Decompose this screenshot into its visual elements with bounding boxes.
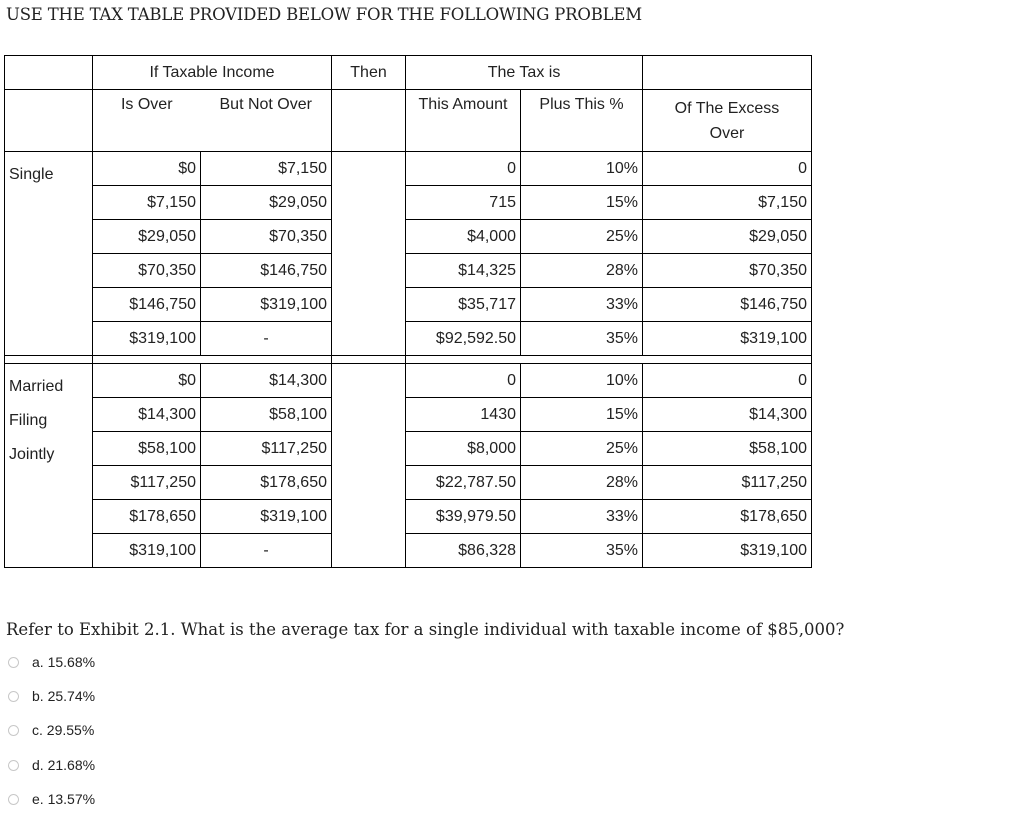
amount-cell: 1430 — [406, 398, 521, 432]
header-this-amount: This Amount — [406, 90, 521, 152]
gap-cell — [201, 356, 332, 364]
not-over-cell: $117,250 — [201, 432, 332, 466]
pct-cell: 35% — [521, 534, 643, 568]
is-over-cell: $319,100 — [93, 534, 201, 568]
table-row — [5, 288, 812, 322]
excess-cell: $319,100 — [643, 322, 812, 356]
filing-status-married — [5, 364, 93, 568]
is-over-cell: $0 — [93, 364, 201, 398]
option-label: c. 29.55% — [32, 722, 95, 738]
is-over-cell: $29,050 — [93, 220, 201, 254]
answer-option-b[interactable] — [8, 686, 95, 706]
not-over-cell: $7,150 — [201, 152, 332, 186]
option-label: a. 15.68% — [32, 654, 96, 670]
is-over-cell: $319,100 — [93, 322, 201, 356]
table-header-row — [5, 56, 812, 90]
table-row — [5, 152, 812, 186]
pct-cell: 25% — [521, 220, 643, 254]
excess-cell: $70,350 — [643, 254, 812, 288]
answer-option-c[interactable] — [8, 720, 94, 740]
header-plus-this-pct: Plus This % — [521, 90, 643, 152]
question-text: Refer to Exhibit 2.1. What is the average tax for a single individual with taxable income of $85,000? — [6, 620, 845, 639]
excess-cell: 0 — [643, 152, 812, 186]
excess-cell: $117,250 — [643, 466, 812, 500]
gap-cell — [406, 356, 521, 364]
subheader-blank-cell — [332, 90, 406, 152]
radio-icon[interactable] — [8, 760, 19, 771]
problem-heading: USE THE TAX TABLE PROVIDED BELOW FOR THE FOLLOWING PROBLEM — [6, 5, 642, 24]
amount-cell: $39,979.50 — [406, 500, 521, 534]
pct-cell: 25% — [521, 432, 643, 466]
table-row — [5, 466, 812, 500]
not-over-cell: $58,100 — [201, 398, 332, 432]
answer-option-d[interactable] — [8, 755, 95, 775]
is-over-cell: $0 — [93, 152, 201, 186]
table-row — [5, 534, 812, 568]
married-label-line3: Jointly — [9, 446, 55, 463]
spacer-cell — [332, 152, 406, 356]
header-the-tax-is: The Tax is — [406, 56, 643, 90]
amount-cell: $14,325 — [406, 254, 521, 288]
table-row — [5, 500, 812, 534]
radio-icon[interactable] — [8, 691, 19, 702]
pct-cell: 15% — [521, 186, 643, 220]
excess-cell: $319,100 — [643, 534, 812, 568]
pct-cell: 10% — [521, 152, 643, 186]
gap-cell — [521, 356, 643, 364]
not-over-cell: - — [201, 534, 332, 568]
is-over-cell: $178,650 — [93, 500, 201, 534]
is-over-cell: $70,350 — [93, 254, 201, 288]
amount-cell: 0 — [406, 364, 521, 398]
header-of-the-excess-line2: Over — [709, 125, 745, 142]
table-row — [5, 364, 812, 398]
pct-cell: 10% — [521, 364, 643, 398]
gap-cell — [5, 356, 93, 364]
amount-cell: $4,000 — [406, 220, 521, 254]
pct-cell: 15% — [521, 398, 643, 432]
radio-icon[interactable] — [8, 657, 19, 668]
radio-icon[interactable] — [8, 725, 19, 736]
not-over-cell: $178,650 — [201, 466, 332, 500]
excess-cell: $29,050 — [643, 220, 812, 254]
gap-cell — [643, 356, 812, 364]
amount-cell: 715 — [406, 186, 521, 220]
not-over-cell: $146,750 — [201, 254, 332, 288]
is-over-cell: $7,150 — [93, 186, 201, 220]
table-row — [5, 186, 812, 220]
header-but-not-over: But Not Over — [201, 90, 332, 152]
amount-cell: $22,787.50 — [406, 466, 521, 500]
filing-status-single: Single — [5, 152, 93, 356]
header-of-the-excess-line1: Of The Excess — [674, 100, 780, 117]
is-over-cell: $117,250 — [93, 466, 201, 500]
table-row — [5, 322, 812, 356]
not-over-cell: - — [201, 322, 332, 356]
excess-cell: $58,100 — [643, 432, 812, 466]
table-row — [5, 432, 812, 466]
excess-cell: $146,750 — [643, 288, 812, 322]
radio-icon[interactable] — [8, 794, 19, 805]
header-then: Then — [332, 56, 406, 90]
tax-table — [4, 55, 812, 568]
amount-cell: 0 — [406, 152, 521, 186]
option-label: b. 25.74% — [32, 688, 96, 704]
amount-cell: $92,592.50 — [406, 322, 521, 356]
not-over-cell: $29,050 — [201, 186, 332, 220]
is-over-cell: $58,100 — [93, 432, 201, 466]
answer-option-a[interactable] — [8, 652, 95, 672]
excess-cell: 0 — [643, 364, 812, 398]
excess-cell: $14,300 — [643, 398, 812, 432]
is-over-cell: $146,750 — [93, 288, 201, 322]
married-label-line1: Married — [9, 378, 64, 395]
table-row — [5, 220, 812, 254]
pct-cell: 28% — [521, 254, 643, 288]
is-over-cell: $14,300 — [93, 398, 201, 432]
gap-cell — [332, 356, 406, 364]
header-blank-cell — [643, 56, 812, 90]
spacer-cell — [332, 364, 406, 568]
header-blank-cell — [5, 56, 93, 90]
section-gap-row — [5, 356, 812, 364]
table-subheader-row — [5, 90, 812, 152]
not-over-cell: $70,350 — [201, 220, 332, 254]
amount-cell: $86,328 — [406, 534, 521, 568]
answer-option-e[interactable] — [8, 789, 95, 809]
pct-cell: 33% — [521, 288, 643, 322]
pct-cell: 35% — [521, 322, 643, 356]
table-row — [5, 254, 812, 288]
pct-cell: 28% — [521, 466, 643, 500]
subheader-blank-cell — [5, 90, 93, 152]
not-over-cell: $319,100 — [201, 288, 332, 322]
not-over-cell: $319,100 — [201, 500, 332, 534]
amount-cell: $8,000 — [406, 432, 521, 466]
not-over-cell: $14,300 — [201, 364, 332, 398]
excess-cell: $178,650 — [643, 500, 812, 534]
header-if-taxable-income: If Taxable Income — [93, 56, 332, 90]
option-label: d. 21.68% — [32, 757, 96, 773]
table-row — [5, 398, 812, 432]
married-label-line2: Filing — [9, 412, 48, 429]
header-of-the-excess — [643, 90, 812, 152]
excess-cell: $7,150 — [643, 186, 812, 220]
header-is-over: Is Over — [93, 90, 201, 152]
option-label: e. 13.57% — [32, 791, 96, 807]
pct-cell: 33% — [521, 500, 643, 534]
amount-cell: $35,717 — [406, 288, 521, 322]
gap-cell — [93, 356, 201, 364]
